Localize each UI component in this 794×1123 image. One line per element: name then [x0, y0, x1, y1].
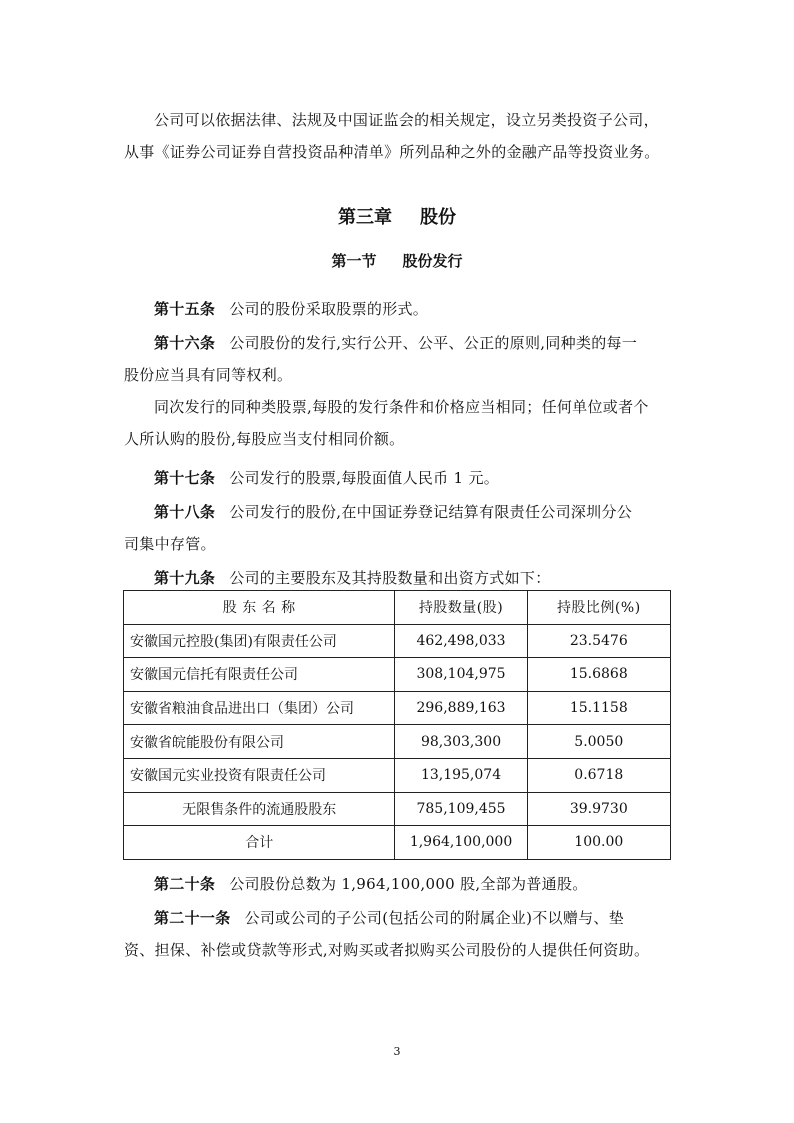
total-shares: 1,964,100,000 — [395, 826, 527, 860]
holder-ratio: 15.6868 — [527, 658, 670, 692]
article-text: 公司的股份采取股票的形式。 — [229, 300, 429, 318]
article-label: 第十五条 — [154, 300, 216, 318]
column-header-ratio: 持股比例(%) — [527, 591, 670, 625]
holder-ratio: 0.6718 — [527, 758, 670, 792]
holder-shares: 98,303,300 — [395, 725, 527, 759]
article-17 — [124, 462, 676, 494]
table-row — [124, 792, 671, 826]
column-header-shares: 持股数量(股) — [395, 591, 527, 625]
article-text: 公司的主要股东及其持股数量和出资方式如下： — [229, 569, 551, 587]
section-title: 股份发行 — [402, 252, 463, 270]
chapter-heading — [0, 203, 794, 229]
intro-line-2: 从事《证券公司证券自营投资品种清单》所列品种之外的金融产品等投资业务。 — [124, 143, 660, 161]
holder-shares: 13,195,074 — [395, 758, 527, 792]
holder-name: 安徽省皖能股份有限公司 — [124, 725, 395, 759]
holder-shares: 308,104,975 — [395, 658, 527, 692]
intro-line-1: 公司可以依据法律、法规及中国证监会的相关规定，设立另类投资子公司， — [154, 111, 659, 129]
article-text: 公司发行的股票,每股面值人民币 1 元。 — [229, 469, 500, 487]
article-text: 公司股份总数为 1,964,100,000 股,全部为普通股。 — [229, 875, 588, 893]
table-row — [124, 658, 671, 692]
article-text: 人所认购的股份,每股应当支付相同价额。 — [124, 430, 405, 448]
article-21 — [124, 902, 676, 966]
article-text: 同次发行的同种类股票,每股的发行条件和价格应当相同；任何单位或者个 — [154, 398, 649, 416]
holder-ratio: 23.5476 — [527, 624, 670, 658]
column-header-name: 股 东 名 称 — [124, 591, 395, 625]
article-15 — [124, 293, 676, 325]
article-label: 第十六条 — [154, 334, 216, 352]
table-row — [124, 758, 671, 792]
holder-name: 安徽国元实业投资有限责任公司 — [124, 758, 395, 792]
shareholder-table — [123, 590, 671, 860]
article-16 — [124, 327, 676, 455]
table-row — [124, 624, 671, 658]
intro-paragraph — [124, 104, 676, 168]
holder-ratio: 39.9730 — [527, 792, 670, 826]
article-label: 第十七条 — [154, 469, 216, 487]
page-number: 3 — [393, 1045, 401, 1058]
article-text: 公司或公司的子公司(包括公司的附属企业)不以赠与、垫 — [244, 909, 625, 927]
holder-ratio: 5.0050 — [527, 725, 670, 759]
chapter-title: 股份 — [420, 207, 456, 228]
article-label: 第二十条 — [154, 875, 216, 893]
article-text: 司集中存管。 — [124, 535, 216, 553]
total-label: 合计 — [124, 826, 395, 860]
article-label: 第十八条 — [154, 503, 216, 521]
section-heading — [0, 250, 794, 271]
section-number: 第一节 — [331, 252, 377, 270]
holder-name: 无限售条件的流通股股东 — [124, 792, 395, 826]
table-total-row — [124, 826, 671, 860]
total-ratio: 100.00 — [527, 826, 670, 860]
table-row — [124, 691, 671, 725]
table-row — [124, 725, 671, 759]
article-text: 公司发行的股份,在中国证券登记结算有限责任公司深圳分公 — [229, 503, 633, 521]
holder-name: 安徽国元信托有限责任公司 — [124, 658, 395, 692]
article-18 — [124, 496, 676, 560]
article-text: 股份应当具有同等权利。 — [124, 366, 293, 384]
holder-shares: 296,889,163 — [395, 691, 527, 725]
article-label: 第二十一条 — [154, 909, 231, 927]
holder-name: 安徽省粮油食品进出口（集团）公司 — [124, 691, 395, 725]
article-text: 公司股份的发行,实行公开、公平、公正的原则,同种类的每一 — [229, 334, 638, 352]
holder-name: 安徽国元控股(集团)有限责任公司 — [124, 624, 395, 658]
article-label: 第十九条 — [154, 569, 216, 587]
article-text: 资、担保、补偿或贷款等形式,对购买或者拟购买公司股份的人提供任何资助。 — [124, 941, 650, 959]
table-header-row — [124, 591, 671, 625]
article-20 — [124, 868, 676, 900]
holder-shares: 462,498,033 — [395, 624, 527, 658]
holder-shares: 785,109,455 — [395, 792, 527, 826]
holder-ratio: 15.1158 — [527, 691, 670, 725]
chapter-number: 第三章 — [338, 207, 392, 228]
